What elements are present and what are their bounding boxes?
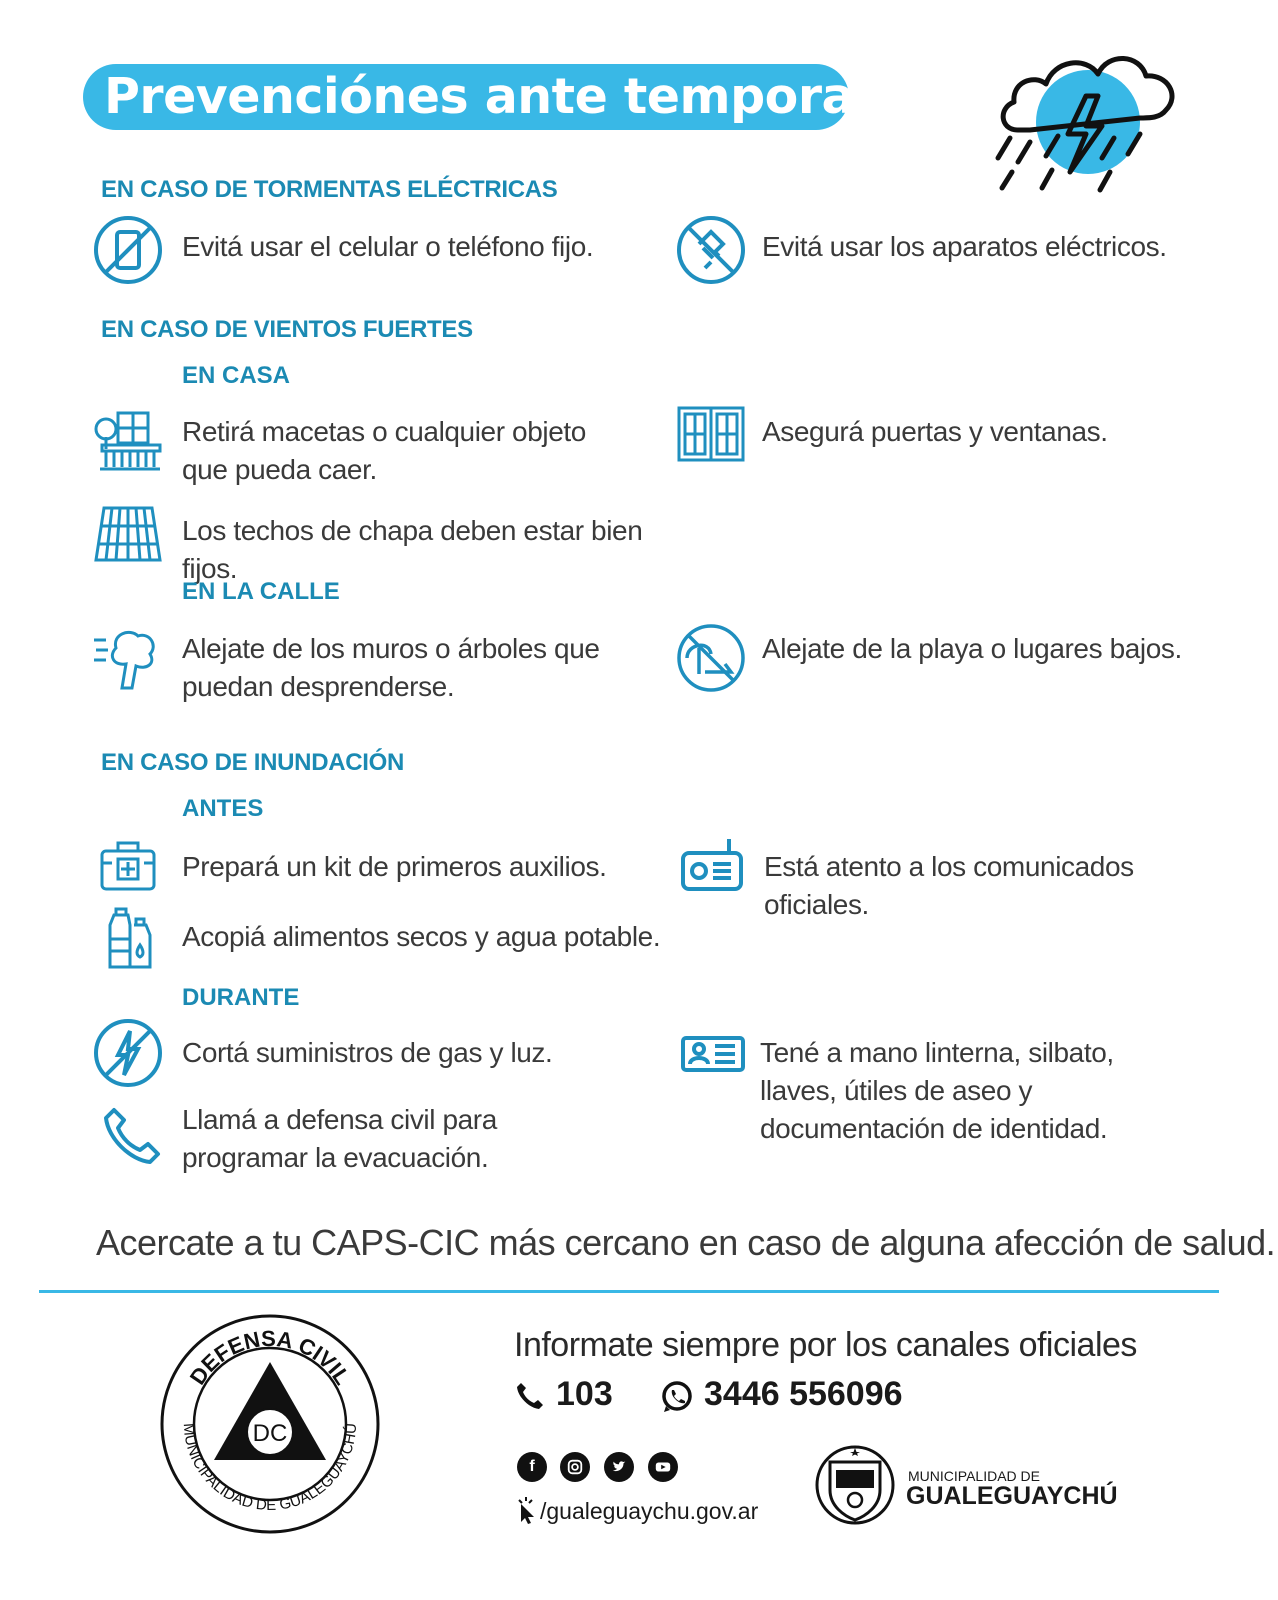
home-item-text: Retirá macetas o cualquier objeto que pueda caer. xyxy=(182,416,586,485)
health-message: Acercate a tu CAPS-CIC más cercano en caso de alguna afección de salud. xyxy=(96,1222,1276,1263)
subheading-before: ANTES xyxy=(182,795,264,822)
street-item-text: Alejate de los muros o árboles que puedan desprenderse. xyxy=(182,633,600,702)
emergency-phone[interactable]: 103 xyxy=(556,1375,613,1413)
during-item-text: Tené a mano linterna, silbato, llaves, útiles de aseo y documentación de identidad. xyxy=(760,1037,1114,1144)
before-item-text: Prepará un kit de primeros auxilios. xyxy=(182,851,607,882)
subheading-during: DURANTE xyxy=(182,984,300,1011)
storm-item-text: Evitá usar el celular o teléfono fijo. xyxy=(182,231,594,262)
section-heading-storms: EN CASO DE TORMENTAS ELÉCTRICAS xyxy=(101,176,558,203)
during-item-text: Llamá a defensa civil para programar la evacuación. xyxy=(182,1104,497,1173)
before-item-text: Acopiá alimentos secos y agua potable. xyxy=(182,921,661,952)
windy-tree-icon xyxy=(92,622,164,694)
phone-call-icon xyxy=(514,1380,546,1412)
no-beach-icon xyxy=(675,622,747,694)
window-icon xyxy=(675,400,747,472)
instagram-icon[interactable] xyxy=(560,1452,590,1482)
page-title: Prevenciónes ante temporales xyxy=(104,68,932,125)
no-power-icon xyxy=(92,1017,164,1089)
info-title: Informate siempre por los canales oficiales xyxy=(514,1326,1137,1364)
radio-icon xyxy=(677,833,749,905)
municipality-name: GUALEGUAYCHÚ xyxy=(906,1482,1118,1510)
youtube-icon[interactable] xyxy=(648,1452,678,1482)
storm-item-text: Evitá usar los aparatos eléctricos. xyxy=(762,231,1167,262)
divider xyxy=(39,1290,1219,1293)
before-item-text: Está atento a los comunicados oficiales. xyxy=(764,851,1134,920)
whatsapp-icon xyxy=(660,1380,694,1414)
street-item-text: Alejate de la playa o lugares bajos. xyxy=(762,633,1182,664)
home-item-text: Los techos de chapa deben estar bien fijos. xyxy=(182,515,643,584)
phone-icon xyxy=(96,1100,168,1172)
badge-top-text: DEFENSA CIVIL xyxy=(184,1325,356,1390)
home-item-text: Asegurá puertas y ventanas. xyxy=(762,416,1108,447)
no-plug-icon xyxy=(675,214,747,286)
subheading-street: EN LA CALLE xyxy=(182,578,340,605)
facebook-icon[interactable]: f xyxy=(517,1452,547,1482)
badge-center: DC xyxy=(252,1420,288,1447)
cursor-click-icon xyxy=(515,1496,539,1524)
id-card-icon xyxy=(677,1018,749,1090)
section-heading-winds: EN CASO DE VIENTOS FUERTES xyxy=(101,316,473,343)
municipality-label: MUNICIPALIDAD DE xyxy=(908,1468,1040,1484)
subheading-home: EN CASA xyxy=(182,362,291,389)
badge-bottom-text: MUNICIPALIDAD DE GUALEGUAYCHÚ xyxy=(179,1422,361,1515)
storm-cloud-icon xyxy=(990,30,1185,200)
twitter-icon[interactable] xyxy=(604,1452,634,1482)
whatsapp-number[interactable]: 3446 556096 xyxy=(704,1375,903,1413)
balcony-plant-icon xyxy=(92,405,164,477)
first-aid-kit-icon xyxy=(92,833,164,905)
roof-icon xyxy=(92,500,164,572)
website-link[interactable]: /gualeguaychu.gov.ar xyxy=(540,1498,759,1524)
section-heading-flood: EN CASO DE INUNDACIÓN xyxy=(101,749,405,776)
water-bottles-icon xyxy=(92,905,164,977)
during-item-text: Cortá suministros de gas y luz. xyxy=(182,1037,553,1068)
no-phone-icon xyxy=(92,214,164,286)
defensa-civil-badge xyxy=(158,1312,382,1536)
municipality-seal-icon xyxy=(814,1440,896,1530)
